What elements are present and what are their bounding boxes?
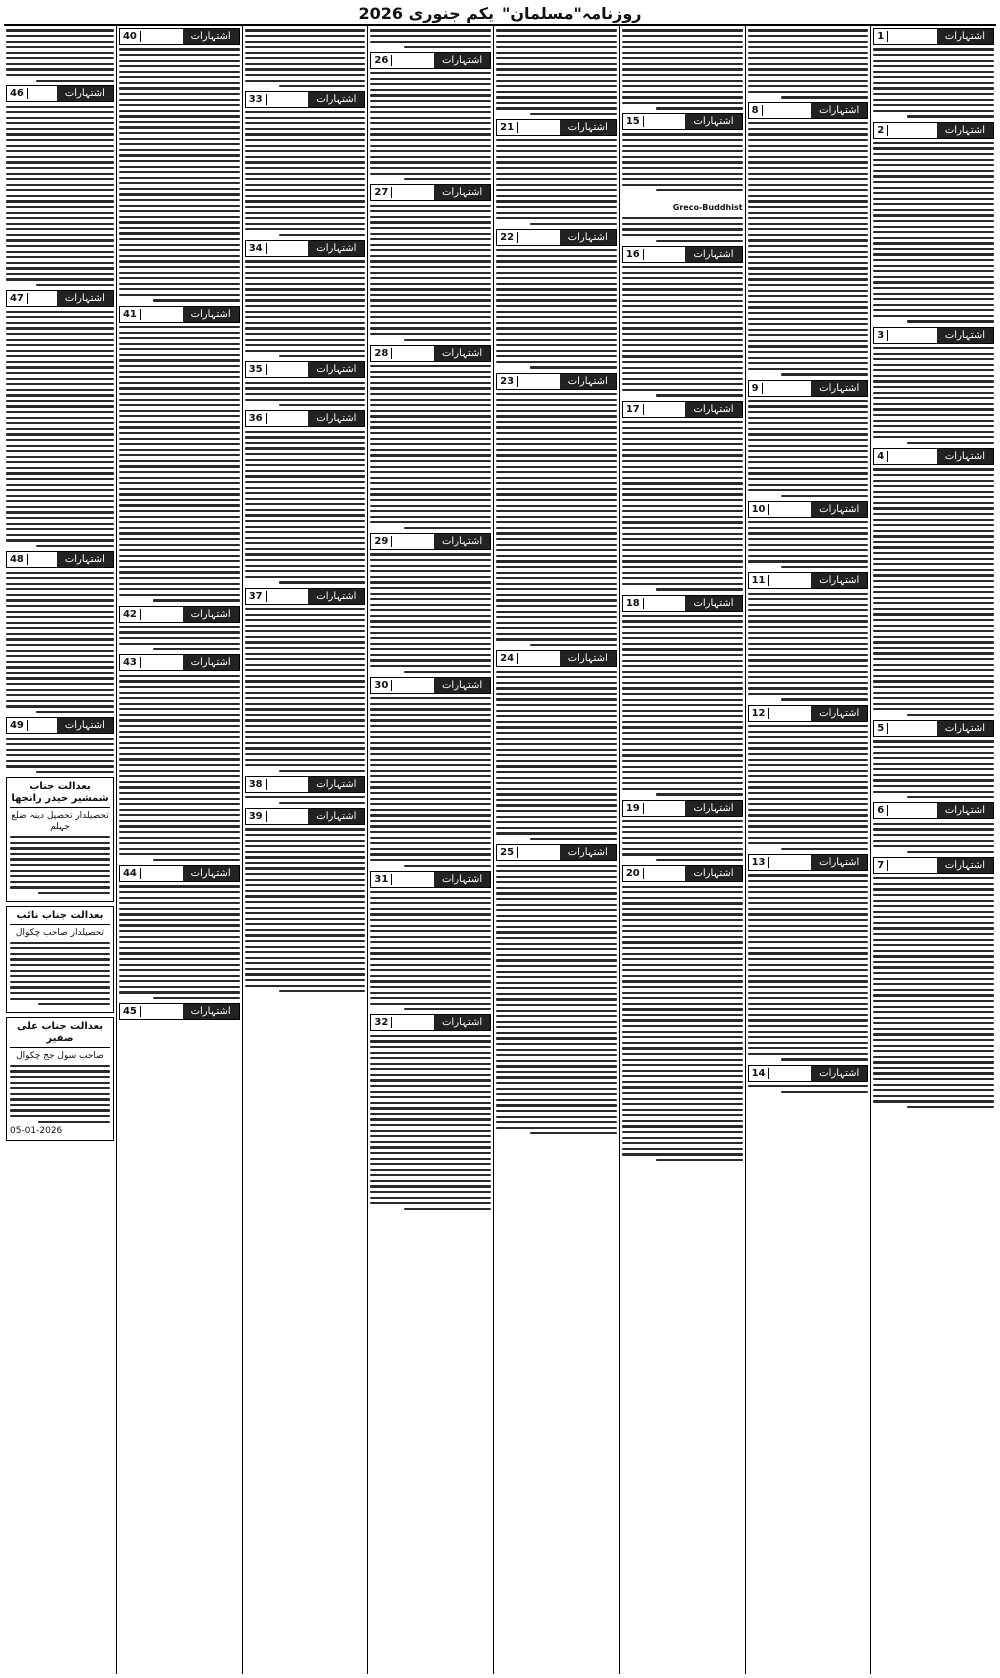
ad-block bbox=[748, 705, 869, 850]
ad-block bbox=[873, 857, 994, 1108]
section-header: 49 اشتہارات bbox=[6, 717, 114, 734]
section-header: 35 اشتہارات bbox=[245, 361, 366, 378]
section-header: 40 اشتہارات bbox=[119, 28, 240, 45]
ad-block bbox=[622, 246, 743, 397]
ad-block bbox=[496, 119, 617, 225]
column-1 bbox=[870, 26, 996, 1674]
ad-block bbox=[245, 588, 366, 772]
ad-block bbox=[370, 677, 491, 867]
section-header: 33 اشتہارات bbox=[245, 91, 366, 108]
ad-block bbox=[6, 290, 114, 547]
section-header: 36 اشتہارات bbox=[245, 410, 366, 427]
ad-block bbox=[496, 650, 617, 840]
column-5 bbox=[367, 26, 493, 1674]
section-header: 48 اشتہارات bbox=[6, 551, 114, 568]
ad-block bbox=[245, 410, 366, 583]
ad-block bbox=[873, 122, 994, 323]
section-header: 23 اشتہارات bbox=[496, 373, 617, 390]
ad-block bbox=[496, 373, 617, 647]
notice-subtitle: تحصیلدار صاحب چکوال bbox=[15, 927, 105, 938]
section-header: 7 اشتہارات bbox=[873, 857, 994, 874]
ad-block bbox=[748, 854, 869, 1061]
ad-block bbox=[370, 1014, 491, 1210]
notice-title: بعدالت جناب شمشیر حیدر رانجھا bbox=[10, 781, 110, 808]
ad-block bbox=[119, 654, 240, 861]
section-header: 38 اشتہارات bbox=[245, 776, 366, 793]
section-header: 13 اشتہارات bbox=[748, 854, 869, 871]
section-header: 5 اشتہارات bbox=[873, 720, 994, 737]
section-header: 37 اشتہارات bbox=[245, 588, 366, 605]
ad-block bbox=[873, 720, 994, 798]
ad-block bbox=[873, 802, 994, 852]
issue-date: یکم جنوری 2026 bbox=[358, 3, 495, 23]
section-header: 21 اشتہارات bbox=[496, 119, 617, 136]
court-notice bbox=[6, 906, 114, 1013]
column-6 bbox=[242, 26, 368, 1674]
section-header: 6 اشتہارات bbox=[873, 802, 994, 819]
section-header: 25 اشتہارات bbox=[496, 844, 617, 861]
section-header: 45 اشتہارات bbox=[119, 1003, 240, 1020]
section-header: 24 اشتہارات bbox=[496, 650, 617, 667]
columns-grid bbox=[4, 26, 996, 1674]
ad-block bbox=[370, 345, 491, 529]
ad-block bbox=[748, 102, 869, 376]
ad-block bbox=[873, 28, 994, 118]
ad-block bbox=[119, 606, 240, 651]
notice-date: 05-01-2026 bbox=[9, 1126, 63, 1137]
ad-block bbox=[245, 776, 366, 804]
court-notice bbox=[6, 777, 114, 901]
ad-block bbox=[622, 401, 743, 591]
ad-block bbox=[370, 871, 491, 1011]
ad-block bbox=[748, 1065, 869, 1093]
ad-block bbox=[496, 229, 617, 369]
ad-block bbox=[748, 501, 869, 568]
ad-block bbox=[622, 800, 743, 862]
ad-block bbox=[370, 533, 491, 673]
ad-block bbox=[6, 85, 114, 286]
ad-block bbox=[119, 1003, 240, 1020]
column-7 bbox=[116, 26, 242, 1674]
section-header: 10 اشتہارات bbox=[748, 501, 869, 518]
notice-subtitle: تحصیلدار تحصیل دینہ ضلع جہلم bbox=[11, 811, 109, 832]
section-header: 26 اشتہارات bbox=[370, 52, 491, 69]
section-header: 9 اشتہارات bbox=[748, 380, 869, 397]
section-header: 16 اشتہارات bbox=[622, 246, 743, 263]
section-header: 2 اشتہارات bbox=[873, 122, 994, 139]
section-header: 12 اشتہارات bbox=[748, 705, 869, 722]
section-header: 4 اشتہارات bbox=[873, 448, 994, 465]
ad-block bbox=[370, 184, 491, 340]
section-header: 32 اشتہارات bbox=[370, 1014, 491, 1031]
ad-block bbox=[245, 91, 366, 236]
ad-block bbox=[245, 240, 366, 357]
section-header: 20 اشتہارات bbox=[622, 865, 743, 882]
section-header: 15 اشتہارات bbox=[622, 113, 743, 130]
column-2 bbox=[745, 26, 871, 1674]
section-header: 34 اشتہارات bbox=[245, 240, 366, 257]
ad-block bbox=[748, 572, 869, 701]
section-header: 1 اشتہارات bbox=[873, 28, 994, 45]
section-header: 3 اشتہارات bbox=[873, 327, 994, 344]
ad-block bbox=[119, 28, 240, 302]
section-header: 28 اشتہارات bbox=[370, 345, 491, 362]
ad-block bbox=[119, 306, 240, 602]
section-header: 39 اشتہارات bbox=[245, 808, 366, 825]
ad-block bbox=[245, 361, 366, 406]
ad-block bbox=[370, 52, 491, 181]
inline-term: Greco-Buddhist bbox=[672, 202, 743, 212]
section-header: 30 اشتہارات bbox=[370, 677, 491, 694]
ad-block bbox=[873, 327, 994, 444]
ad-block bbox=[245, 808, 366, 992]
ad-block bbox=[873, 448, 994, 716]
section-header: 22 اشتہارات bbox=[496, 229, 617, 246]
ad-block bbox=[6, 717, 114, 773]
section-header: 29 اشتہارات bbox=[370, 533, 491, 550]
section-header: 18 اشتہارات bbox=[622, 595, 743, 612]
section-header: 42 اشتہارات bbox=[119, 606, 240, 623]
ad-block bbox=[748, 380, 869, 497]
column-4 bbox=[493, 26, 619, 1674]
section-header: 46 اشتہارات bbox=[6, 85, 114, 102]
section-header: 27 اشتہارات bbox=[370, 184, 491, 201]
ad-block bbox=[622, 865, 743, 1161]
section-header: 44 اشتہارات bbox=[119, 865, 240, 882]
column-8 bbox=[4, 26, 116, 1674]
section-header: 17 اشتہارات bbox=[622, 401, 743, 418]
section-header: 43 اشتہارات bbox=[119, 654, 240, 671]
ad-block bbox=[6, 551, 114, 713]
section-header: 11 اشتہارات bbox=[748, 572, 869, 589]
section-header: 8 اشتہارات bbox=[748, 102, 869, 119]
section-header: 41 اشتہارات bbox=[119, 306, 240, 323]
section-header: 31 اشتہارات bbox=[370, 871, 491, 888]
ad-block bbox=[119, 865, 240, 999]
notice-title: بعدالت جناب نائب bbox=[10, 910, 110, 925]
ad-block bbox=[496, 844, 617, 1134]
court-notice bbox=[6, 1017, 114, 1141]
notice-title: بعدالت جناب علی صفیر bbox=[10, 1021, 110, 1048]
section-header: 47 اشتہارات bbox=[6, 290, 114, 307]
section-header: 14 اشتہارات bbox=[748, 1065, 869, 1082]
notice-subtitle: صاحب سول جج چکوال bbox=[16, 1050, 104, 1061]
masthead bbox=[4, 2, 996, 26]
ad-block bbox=[622, 595, 743, 796]
ad-block bbox=[622, 113, 743, 242]
column-3 bbox=[619, 26, 745, 1674]
paper-name: روزنامہ"مسلمان" bbox=[502, 3, 642, 23]
section-header: 19 اشتہارات bbox=[622, 800, 743, 817]
